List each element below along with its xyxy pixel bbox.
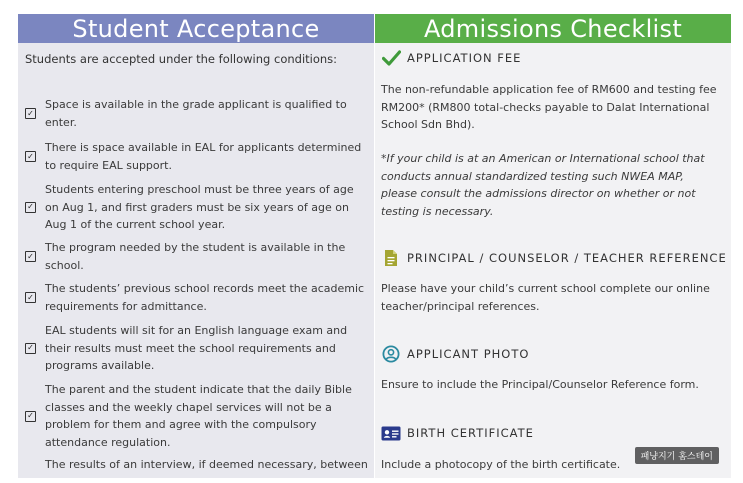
condition-text: The students’ previous school records meet the academic requirements for admittance.: [45, 282, 365, 313]
condition-text: The results of an interview, if deemed necessary, between: [45, 458, 368, 471]
checkbox-icon: ✓: [25, 108, 36, 119]
student-acceptance-panel: [18, 14, 374, 478]
applicant-photo-heading: [381, 344, 529, 364]
condition-item: [25, 381, 369, 451]
application-fee-heading: [381, 48, 521, 68]
condition-item: [25, 181, 369, 234]
section-heading-text: APPLICANT PHOTO: [407, 347, 530, 361]
condition-text: The program needed by the student is available in the school.: [45, 241, 346, 272]
checkmark-icon: [381, 48, 401, 68]
application-fee-text: The non-refundable application fee of RM600 and testing fee RM200* (RM800 total-checks payable to Dalat International School Sdn Bhd).: [381, 83, 717, 131]
checkbox-icon: ✓: [25, 343, 36, 354]
condition-item: [25, 322, 369, 375]
page-frame: [18, 14, 731, 478]
document-icon: [381, 248, 401, 268]
condition-item: [25, 456, 369, 474]
birth-certificate-heading: [381, 423, 534, 443]
id-card-icon: [381, 423, 401, 443]
section-heading-text: PRINCIPAL / COUNSELOR / TEACHER REFERENCE: [407, 251, 727, 265]
student-acceptance-title: Student Acceptance: [18, 14, 374, 43]
checkbox-icon: ✓: [25, 292, 36, 303]
condition-text: Space is available in the grade applicant is qualified to enter.: [45, 98, 347, 129]
condition-text: The parent and the student indicate that the daily Bible classes and the weekly chapel services will not be a problem for them and agree with the compulsory attendance regulation.: [45, 383, 352, 449]
condition-item: [25, 139, 369, 174]
admissions-checklist-panel: [375, 14, 731, 478]
checkbox-icon: ✓: [25, 202, 36, 213]
watermark-badge: 패냥지기 홈스테이: [635, 447, 719, 464]
admissions-checklist-title: Admissions Checklist: [375, 14, 731, 43]
checkbox-icon: ✓: [25, 151, 36, 162]
reference-text: Please have your child’s current school complete our online teacher/principal references.: [381, 282, 710, 313]
birth-certificate-text: Include a photocopy of the birth certificate.: [381, 458, 621, 471]
checkbox-icon: ✓: [25, 251, 36, 262]
user-circle-icon: [381, 344, 401, 364]
acceptance-intro: Students are accepted under the following conditions:: [25, 52, 338, 66]
section-heading-text: BIRTH CERTIFICATE: [407, 426, 534, 440]
checkbox-icon: ✓: [25, 411, 36, 422]
condition-item: [25, 280, 369, 315]
applicant-photo-text: Ensure to include the Principal/Counselor Reference form.: [381, 378, 699, 391]
reference-heading: [381, 248, 727, 268]
condition-text: EAL students will sit for an English language exam and their results must meet the school requirements and programs available.: [45, 324, 348, 372]
application-fee-note: *If your child is at an American or International school that conducts annual standardized testing such NWEA MAP, please consult the admissions director on whether or not testing is necessary.: [381, 152, 705, 218]
section-heading-text: APPLICATION FEE: [407, 51, 522, 65]
condition-item: [25, 239, 369, 274]
condition-text: Students entering preschool must be three years of age on Aug 1, and first graders must be six years of age on Aug 1 of the current school year.: [45, 183, 354, 231]
condition-item: [25, 96, 369, 131]
condition-text: There is space available in EAL for applicants determined to require EAL support.: [45, 141, 362, 172]
